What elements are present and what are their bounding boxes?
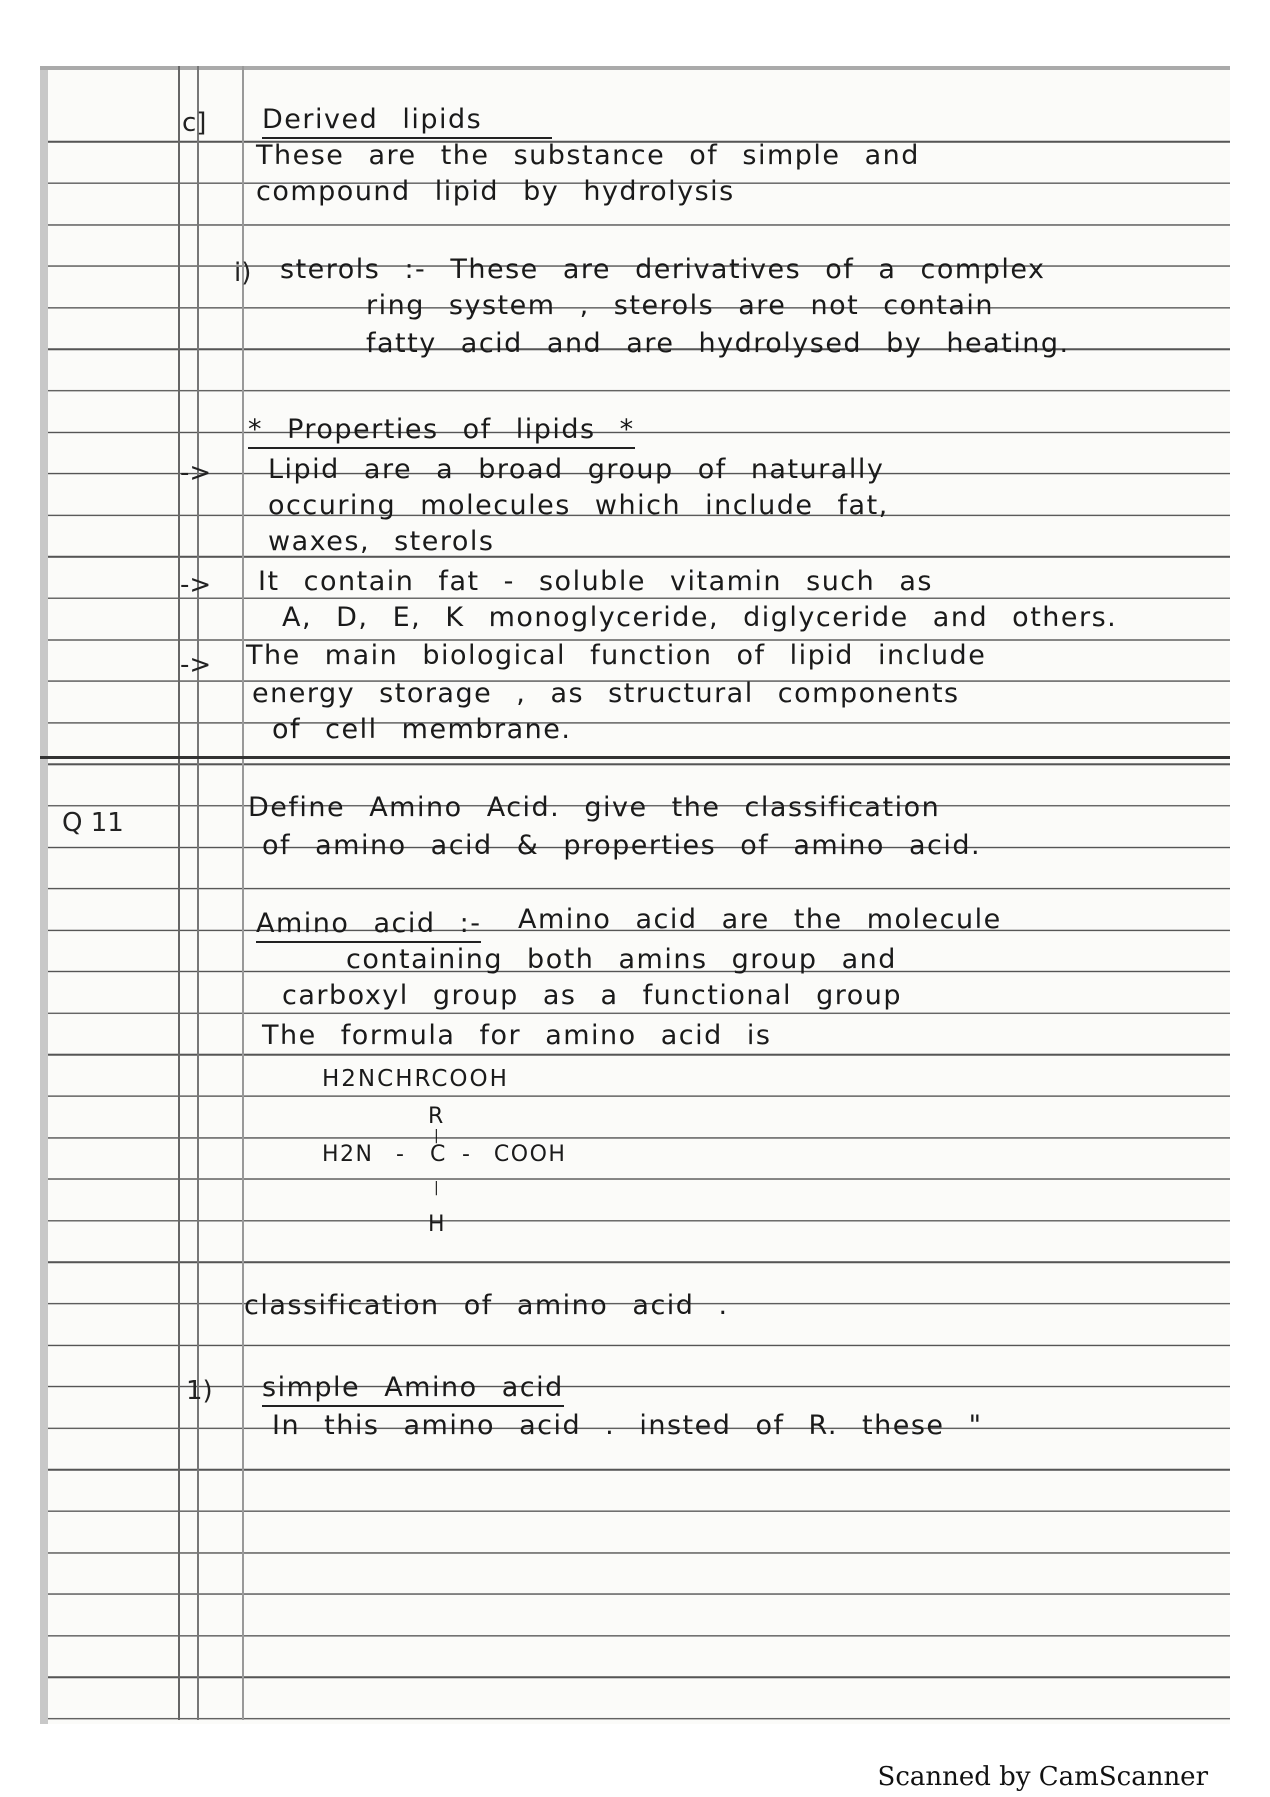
text-line: energy storage , as structural components <box>252 678 960 709</box>
subheading: simple Amino acid <box>262 1372 564 1403</box>
scanner-watermark: Scanned by CamScanner <box>877 1762 1208 1792</box>
text-line: compound lipid by hydrolysis <box>256 176 735 207</box>
text-line: In this amino acid . insted of R. these " <box>272 1410 983 1441</box>
text-line: containing both amins group and <box>346 944 897 975</box>
text-line: A, D, E, K monoglyceride, diglyceride and others. <box>282 602 1118 633</box>
margin-line <box>178 66 180 1720</box>
structure-bond: | <box>434 1128 441 1144</box>
question-text: of amino acid & properties of amino acid. <box>262 830 982 861</box>
text-line: of cell membrane. <box>272 714 572 745</box>
text-line: ring system , sterols are not contain <box>366 290 995 321</box>
section-heading: Derived lipids <box>262 104 552 135</box>
structure-bond: | <box>434 1180 441 1196</box>
text-line: These are the substance of simple and <box>256 140 920 171</box>
arrow-icon: -> <box>180 570 212 600</box>
list-marker: i) <box>234 258 252 288</box>
arrow-icon: -> <box>180 650 212 680</box>
definition-term: Amino acid :- <box>256 908 481 939</box>
text-line: fatty acid and are hydrolysed by heating. <box>366 328 1070 359</box>
margin-line <box>242 66 244 1720</box>
structure-carboxyl: - COOH <box>462 1142 567 1167</box>
structure-hydrogen: H <box>428 1212 447 1237</box>
structure-carbon: C <box>430 1142 447 1167</box>
text-line: carboxyl group as a functional group <box>282 980 903 1011</box>
text-line: Lipid are a broad group of naturally <box>268 454 885 485</box>
structure-r-group: R <box>428 1104 445 1129</box>
text-line: It contain fat - soluble vitamin such as <box>258 566 933 597</box>
section-label: c] <box>182 108 207 138</box>
question-text: Define Amino Acid. give the classification <box>248 792 941 823</box>
section-heading: classification of amino acid . <box>244 1290 729 1321</box>
text-line: The main biological function of lipid include <box>246 640 987 671</box>
section-heading: * Properties of lipids * <box>248 414 635 445</box>
arrow-icon: -> <box>180 458 212 488</box>
text-line: sterols :- These are derivatives of a complex <box>280 254 1046 285</box>
chemical-formula: H2NCHRCOOH <box>322 1066 509 1092</box>
text-line: waxes, sterols <box>268 526 495 557</box>
list-marker: 1) <box>186 1376 213 1406</box>
text-line: Amino acid are the molecule <box>518 904 1002 935</box>
section-divider <box>40 756 1230 759</box>
text-line: occuring molecules which include fat, <box>268 490 889 521</box>
margin-line <box>197 66 199 1720</box>
structure-amine: H2N - <box>322 1142 406 1167</box>
question-label: Q 11 <box>62 808 124 838</box>
text-line: The formula for amino acid is <box>262 1020 772 1051</box>
